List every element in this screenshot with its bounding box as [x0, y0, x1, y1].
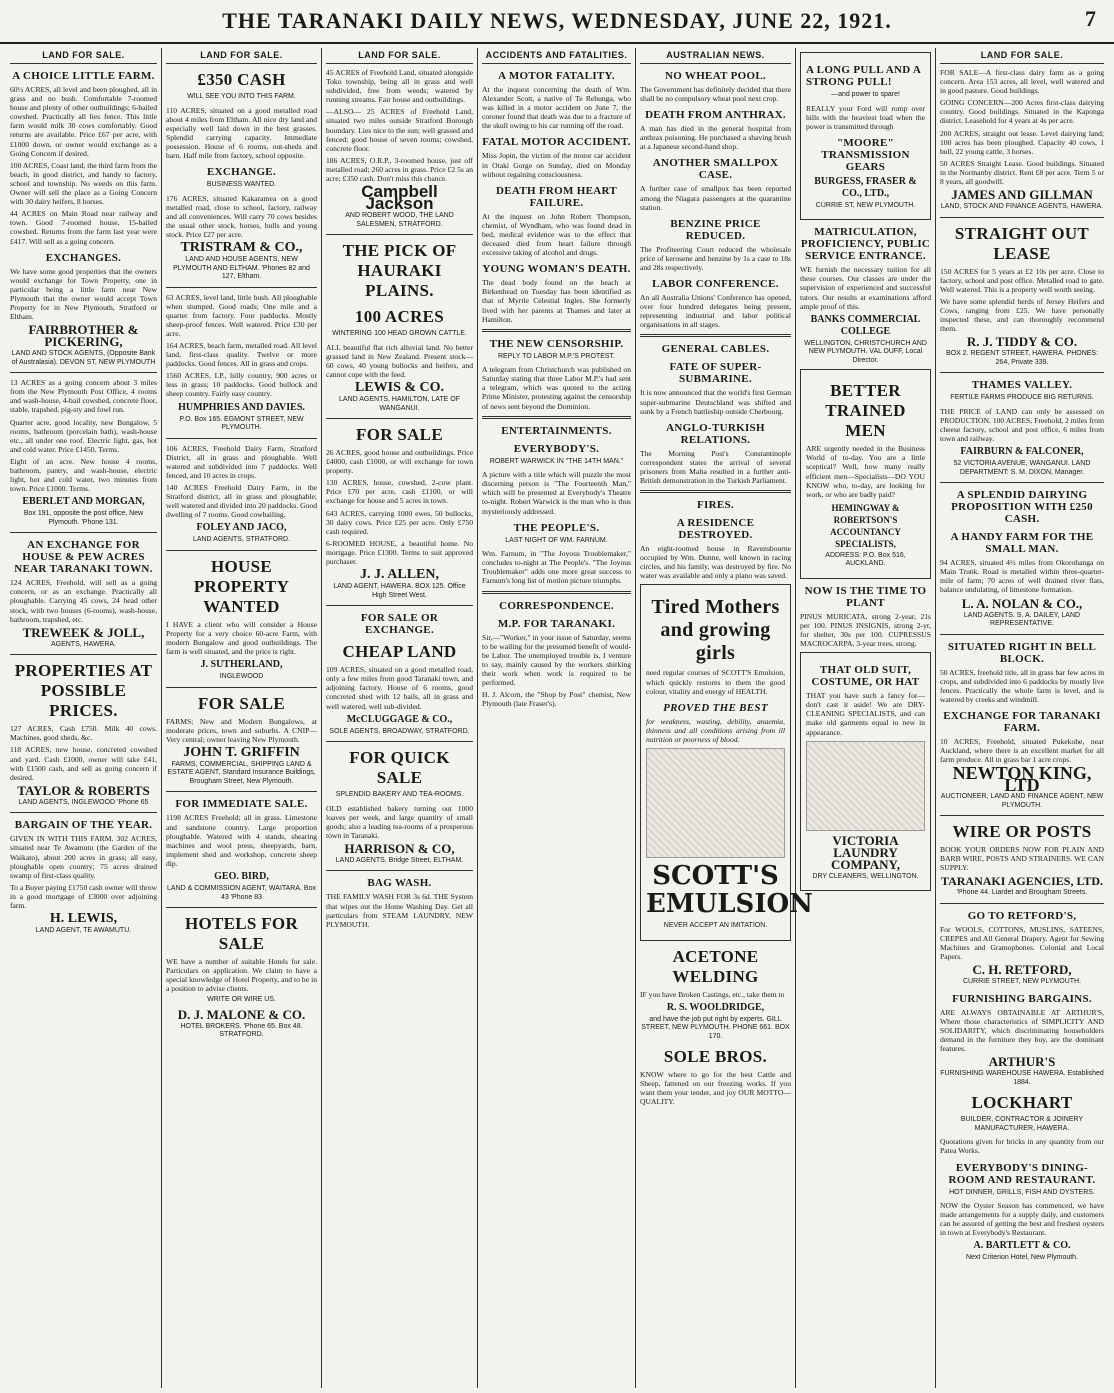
divider [166, 791, 317, 792]
ad-heading: FOR QUICK SALE [349, 748, 450, 788]
ad-text: 44 ACRES on Main Road near railway and town. Good 7-roomed house, 15-bailed cowshed. Returns from the farm last year were £417. Will sell as a going concern. [10, 209, 157, 246]
agent-name: A. BARTLETT & CO. [973, 1240, 1071, 1252]
divider [326, 870, 473, 871]
ad-text: Quotations given for bricks in any quantity from our Patea Works. [940, 1137, 1104, 1156]
agent-address: CURRIE STREET, NEW PLYMOUTH. [962, 978, 1082, 986]
news-heading: FIRES. [697, 499, 734, 512]
ad-heading: FOR SALE [356, 425, 443, 444]
ad-heading: BETTER TRAINED MEN [825, 381, 906, 441]
ad-heading: A LONG PULL AND A STRONG PULL! [806, 64, 921, 88]
scotts-emulsion-ad [640, 584, 813, 940]
ad-text: 109 ACRES, situated on a good metalled road, only a few miles from good Taranaki town, and adjoining factory. House of 6 rooms, good concreted shed with 12 bails, all in grass and well watered, well sub-divided. [326, 665, 473, 711]
news-text: At the inquest on John Robert Thompson, chemist, of Wyndham, who was found dead in bed, medical evidence was to the effect that deceased died from heart failure through excessive taking of alcohol and drugs. [482, 211, 631, 258]
ad-text: ARE urgently needed in the Business World of to-day. You are a little sceptical? Well, how many really efficient men—Specialists—DO YOU KNOW who, to-day, are looking for work, or who are badly paid? [806, 444, 925, 499]
ad-text: REALLY your Ford will romp over hills with the heaviest load when the power is transmitted through [806, 103, 925, 131]
ad-subheading: BUSINESS WANTED. [206, 181, 277, 189]
agent-name: L. A. NOLAN & CO., [961, 595, 1083, 611]
agent-name: TREWEEK & JOLL, [22, 624, 145, 640]
ad-text: 118 ACRES, new house, concreted cowshed and yard. Cash £1000, owner will take £41, with £1500 cash, and sell as going concern if desired. [10, 745, 157, 782]
agent-name: FAIRBROTHER & PICKERING, [28, 322, 139, 350]
ad-heading: EXCHANGE. [206, 166, 276, 179]
ad-heading: ACETONE WELDING [672, 946, 759, 986]
agent-address: AUCTIONEER, LAND AND FINANCE AGENT, NEW PLYMOUTH. [940, 793, 1104, 809]
accountancy-ad [800, 369, 931, 579]
ad-heading: EVERYBODY'S DINING-ROOM AND RESTAURANT. [948, 1161, 1096, 1186]
ad-text: 26 ACRES, good house and outbuildings. Price £4000, cash £1000, or will exchange for town property. [326, 448, 473, 476]
divider [10, 372, 157, 373]
news-heading: GENERAL CABLES. [661, 343, 770, 356]
news-text: The Morning Post's Constantinople correspondent states the arrival of several prisoners from Malta resulted in a further anti-British demonstration in the Turkish Parliament. [640, 448, 791, 485]
divider [326, 741, 473, 742]
agent-name: HEMINGWAY & ROBERTSON'S ACCOUNTANCY SPECIALISTS, [830, 502, 901, 549]
divider [940, 482, 1104, 483]
agent-address: WELLINGTON, CHRISTCHURCH AND NEW PLYMOUTH. VAL DUFF, Local Director. [804, 339, 927, 364]
ad-text: NOW the Oyster Season has commenced, we have made arrangements for a supply daily, and customers can be assured of getting the best and freshest oysters in town at Everybody's Restaurant. [940, 1201, 1104, 1238]
ad-text: ALL beautiful flat rich alluvial land. No better grassed land in New Zealand. Present stock—60 cows, 40 young bullocks and heifers, and cannot cope with the feed. [326, 342, 473, 379]
agent-address: LAND AND STOCK AGENTS, (Opposite Bank of Australasia). DEVON ST, NEW PLYMOUTH [11, 350, 156, 366]
ad-heading: BAG WASH. [367, 877, 432, 890]
masthead [0, 0, 1114, 44]
agent-name: HUMPHRIES AND DAVIES. [178, 401, 305, 413]
ad-text: We have some splendid herds of Jersey Heifers and Cows, ranging from £25. We have personally inspected these, and can thoroughly recommend them. [940, 296, 1104, 334]
divider [940, 634, 1104, 635]
divider [940, 903, 1104, 904]
agent-address: DRY CLEANERS, WELLINGTON. [812, 872, 919, 880]
column-header: ACCIDENTS AND FATALITIES. [482, 48, 631, 64]
ad-subheading: —and power to spare! [831, 91, 900, 98]
agent-name: ARTHUR'S [988, 1054, 1056, 1070]
agent-name: EBERLET AND MORGAN, [22, 496, 145, 508]
news-subheading: REPLY TO LABOR M.P.'S PROTEST. [497, 352, 615, 360]
ad-heading: HOTELS FOR SALE [184, 914, 299, 954]
divider [326, 605, 473, 606]
ad-text: THAT you have such a fancy for—don't cast it aside! We are DRY-CLEANING SPECIALISTS, and can make old garments equal to new in appearance. [806, 691, 925, 737]
ad-text: 50 ACRES Straight Lease. Good buildings. Situated in the Normanby district. Rent £8 per acre. Term 5 or 8 years, all goodwill. [940, 158, 1104, 187]
ad-heading: FOR SALE [198, 693, 285, 713]
ad-text: 63 ACRES, level land, little bush. All ploughable when stumped. Good roads; One mile and a quarter from factory. Four paddocks. Mostly sheep-proof fences. Well watered. Price £30 per acre. [166, 292, 317, 338]
agent-name: TRISTRAM & CO., [180, 240, 303, 256]
ad-heading: PROVED THE BEST [663, 701, 768, 714]
ad-text: 13 ACRES as a going concern about 3 miles from the New Plymouth Post Office, 4 rooms and wash-house, 4-bail cowshed, concrete floor, stable, trapshed, pig-sty and fowl run. [10, 378, 157, 415]
ad-heading: FURNISHING BARGAINS. [952, 992, 1092, 1005]
ad-text: 176 ACRES, situated Kakaramea on a good metalled road, close to school, factory, railway and all conveniences. Will carry 70 cows besides the usual other stock, horses, bulls and young stock. Price £27 per acre. [166, 193, 317, 239]
agent-name: FAIRBURN & FALCONER, [960, 446, 1084, 458]
agent-name: H. LEWIS, [49, 911, 118, 927]
divider [482, 329, 631, 332]
divider [166, 907, 317, 908]
ad-text: 1560 ACRES, LP., hilly country, 900 acres or less in grass; 10 paddocks. Good bullock and sheep country. Fairly easy country. [166, 371, 317, 399]
agent-address: BOX 2. REGENT STREET, HAWERA. PHONES: 264, Private 339. [945, 350, 1099, 366]
divider [166, 550, 317, 551]
ad-heading: EXCHANGE FOR TARANAKI FARM. [943, 709, 1101, 734]
news-text: An all Australia Unions' Conference has opened, over four hundred delegates being present, representing industrial and labor political organisations in all stages. [640, 293, 791, 330]
news-heading: ANGLO-TURKISH RELATIONS. [666, 421, 765, 446]
news-heading: ENTERTAINMENTS. [501, 424, 612, 437]
agent-name: BURGESS, FRASER & CO., LTD., [814, 175, 917, 199]
agent-address: P.O. Box 165. EGMONT STREET, NEW PLYMOUTH. [179, 415, 304, 432]
ad-text: 1198 ACRES Freehold; all in grass. Limestone and sandstone country. Large proportion ploughable. Watered with 4 stands, shearing machines and wool press, sheepyards, barn, implement shed and workshop, concrete sheep dip. [166, 813, 317, 868]
column-header: LAND FOR SALE. [326, 48, 473, 64]
agent-address: Box 191, opposite the post office, New Plymouth. 'Phone 131. [23, 510, 144, 526]
news-heading: NO WHEAT POOL. [664, 70, 767, 82]
ad-heading: FOR SALE OR EXCHANGE. [360, 612, 439, 637]
ad-text: To a Buyer paying £1750 cash owner will throw in a good mortgage of £3000 over adjoining farm. [10, 882, 157, 910]
agent-address: AND ROBERT WOOD, THE LAND SALESMEN, STRATFORD. [345, 212, 454, 228]
ad-subheading: NEVER ACCEPT AN IMITATION. [663, 922, 768, 929]
ad-text: for weakness, wasting, debility, anaemia, thinness and all conditions arising from ill nutrition or poorness of blood. [646, 716, 785, 744]
news-heading: DEATH FROM ANTHRAX. [645, 109, 786, 122]
divider [10, 532, 157, 533]
agent-name: TAYLOR & ROBERTS [17, 782, 150, 798]
agent-name: R. S. WOOLDRIDGE, [666, 1001, 765, 1013]
news-heading: M.P. FOR TARANAKI. [497, 617, 616, 630]
ad-heading: NOW IS THE TIME TO PLANT [804, 584, 927, 609]
column-header: AUSTRALIAN NEWS. [640, 48, 791, 64]
news-heading: BENZINE PRICE REDUCED. [670, 217, 761, 242]
agent-address: 'Phone 44. Liardet and Brougham Streets. [956, 889, 1088, 897]
news-heading: DEATH FROM HEART FAILURE. [496, 184, 617, 209]
ad-heading: £350 CASH [197, 70, 286, 89]
agent-address: and have the job put right by experts. GILL STREET, NEW PLYMOUTH. PHONE 661. BOX 170. [641, 1015, 790, 1040]
news-text: The Government has definitely decided that there shall be no compulsory wheat pool next crop. [640, 85, 791, 104]
news-heading: THE PEOPLE'S. [513, 521, 600, 534]
agent-name: FOLEY AND JACO, [196, 522, 287, 534]
agent-name: J. SUTHERLAND, [200, 659, 283, 671]
ad-text: BOOK YOUR ORDERS NOW FOR PLAIN AND BARB WIRE, POSTS AND STRAINERS. WE CAN SUPPLY. [940, 845, 1104, 873]
news-heading: THE NEW CENSORSHIP. [489, 337, 624, 350]
newspaper-title: THE TARANAKI DAILY NEWS, WEDNESDAY, JUNE 22, 1921. [222, 8, 892, 33]
column-header: LAND FOR SALE. [940, 48, 1104, 64]
divider [166, 438, 317, 439]
agent-address: 52 VICTORIA AVENUE, WANGANUI. LAND DEPARTMENT: S. M. DIXON, Manager. [953, 460, 1091, 476]
ad-text: KNOW where to go for the best Cattle and Sheep, fattened on our freezing works. If you want them your tender, and joy OUR MOTTO—QUALITY. [640, 1070, 791, 1107]
column-6 [796, 48, 936, 1388]
news-heading: EVERYBODY'S. [513, 442, 600, 455]
news-text: The dead body found on the beach at Birkenhead on Tuesday has been identified as that of Myrtle Celestial Ingles. She formerly lived with her parents at Thames and later at Hamilton. [482, 278, 631, 324]
news-heading: FATE OF SUPER-SUBMARINE. [669, 361, 762, 386]
laundry-ad [800, 652, 931, 891]
ad-text: 6-ROOMED HOUSE, a beautiful home. No mortgage. Price £1300. Terms to suit approved purchaser. [326, 538, 473, 567]
divider [640, 334, 791, 337]
ad-text: 50 ACRES, freehold title, all in grass bar few acres in crops, and subdivided into 6 paddocks by mostly live fences. Practically the whole farm is level, and is watered by creeks and windmill. [940, 667, 1104, 704]
agent-address: LAND AGENTS. S. A. DAILEY, LAND REPRESENTATIVE. [963, 611, 1081, 628]
agent-address: ADDRESS: P.O. Box 516, AUCKLAND. [825, 551, 906, 568]
ad-text: —ALSO— 25 ACRES of Freehold Land, situated two miles outside Stratford Borough boundary. Lies nice to the sun; well grassed and fenced; good house of seven rooms; cowshed, concrete floor. [326, 107, 473, 153]
ad-heading: THAT OLD SUIT, COSTUME, OR HAT [811, 664, 920, 689]
ad-heading: SITUATED RIGHT IN BELL BLOCK. [947, 640, 1097, 665]
agent-name: NEWTON KING, LTD [952, 763, 1092, 796]
ad-heading: CHEAP LAND [342, 642, 457, 662]
agent-address: LAND & COMMISSION AGENT, WAITARA. Box 43 'Phone 83 [167, 885, 316, 901]
news-text: An eight-roomed house in Ravensbourne occupied by Wm. Dunne, well known in racing circles, and his family, was destroyed by fire. No water was available and only a piano was saved. [640, 544, 791, 581]
ad-text: 106 ACRES, Freehold Dairy Farm, Stratford District, all in grass and ploughable. Well watered and subdivided into 7 paddocks. Well fenced, and 10 acres in crops. [166, 443, 317, 480]
ad-heading: FOR IMMEDIATE SALE. [175, 798, 308, 811]
divider [482, 591, 631, 594]
news-heading: LABOR CONFERENCE. [652, 278, 779, 291]
ad-heading: LOCKHART [971, 1093, 1073, 1113]
ad-text: Quarter acre, good locality, new Bungalow, 5 rooms, bathroom (porcelain bath), wash-house etc., all under one roof. Electric light, gas, hot and cold water. Price £1450. Terms. [10, 417, 157, 454]
ad-text: GIVEN IN WITH THIS FARM. 302 ACRES, situated near Te Awamutu (the Garden of the Waikato), about 200 acres in grass; all easy, ploughable open country; 75 acres drained swamp of first-class quality. [10, 834, 157, 880]
news-text: A man has died in the general hospital from anthrax poisoning. He purchased a shaving brush at a Japanese second-hand shop. [640, 124, 791, 152]
divider [10, 654, 157, 655]
agent-name: C. H. RETFORD, [972, 962, 1072, 978]
ad-text: 100 ACRES, Coast land, the third farm from the beach, in good district, and handy to factory, school and township. No weeds on this farm. Owner will sell the place as a Going Concern with 30 dairy heifers, 8 horses. [10, 160, 157, 207]
agent-address: LAND, STOCK AND FINANCE AGENTS, HAWERA. [940, 203, 1104, 211]
divider [326, 418, 473, 419]
ad-heading: A HANDY FARM FOR THE SMALL MAN. [950, 531, 1094, 556]
divider [940, 372, 1104, 373]
ad-heading: "MOORE" TRANSMISSION GEARS [821, 136, 910, 173]
agent-name: LEWIS & CO. [354, 380, 445, 395]
news-subheading: LAST NIGHT OF WM. FARNUM. [505, 536, 608, 544]
ad-subheading: BUILDER, CONTRACTOR & JOINERY MANUFACTURER, HAWERA. [960, 1116, 1084, 1132]
agent-address: INGLEWOOD [219, 673, 264, 681]
agent-name: JOHN T. GRIFFIN [183, 744, 300, 760]
ad-text: 164 ACRES, beach farm, metalled road. All level land, first-class quality. Twelve or more paddocks. Good fences. All in grass and crops. [166, 341, 317, 369]
divider [940, 815, 1104, 816]
agent-address: LAND AND HOUSE AGENTS, NEW PLYMOUTH AND ELTHAM. 'Phones 82 and 127, Eltham. [173, 256, 310, 281]
column-1 [6, 48, 162, 1388]
ad-heading: PROPERTIES AT POSSIBLE PRICES. [14, 661, 153, 721]
ad-text: 60½ ACRES, all level and been ploughed, all in grass and no bush. Comfortable 7-roomed house and plenty of other outbuildings; 6-bailed cowshed. Practically all lies fence. This little farm would milk 30 cows comfortably. Good returns are available. Price £67 per acre, with £1000 down, or owner would exchange as a Going Concern if desired. [10, 85, 157, 158]
ad-heading: THE PICK OF HAURAKI PLAINS. [342, 241, 457, 301]
column-header: LAND FOR SALE. [166, 48, 317, 64]
agent-address: Next Criterion Hotel, New Plymouth. [965, 1254, 1079, 1262]
news-text: A picture with a title which will puzzle the most discerning person is "The Fourteenth Man," which will be presented at Everybody's Theatre to-night. Robert Warwick is the man who is thus mysteriously addressed. [482, 470, 631, 516]
agent-address: CURRIE ST, NEW PLYMOUTH. [815, 201, 916, 209]
agent-address: FURNISHING WAREHOUSE HAWERA. Established 1884. [940, 1070, 1104, 1086]
news-text: Wm. Farnum, in "The Joyous Troublemaker," concludes to-night at The People's. "The Joyous Troublemaker" adds one more great success to Farnum's long list of motion picture triumphs. [482, 549, 631, 586]
divider [940, 217, 1104, 218]
ad-text: THE FAMILY WASH FOR 3s 6d. THE System that wipes out the Home Washing Day. Get all particulars from STEAM LAUNDRY, NEW PLYMOUTH. [326, 892, 473, 929]
news-text: At the inquest concerning the death of Wm. Alexander Scott, a native of Te Rehunga, who was killed in a motor accident on June 7, the coroner found that death was due to a fracture of the skull owing to his car running off the road. [482, 85, 631, 131]
agent-name: Campbell Jackson [361, 182, 438, 214]
agent-address: LAND AGENT, TE AWAMUTU. [35, 927, 132, 935]
news-heading: CORRESPONDENCE. [499, 599, 614, 612]
ad-heading: SOLE BROS. [663, 1047, 768, 1067]
ad-text: PINUS MURICATA, strong 2-year, 21s per 100. PINUS INSIGNIS, strong 2-yr, for shelter, 30s per 100. CUPRESSUS MACROCARPA, 3-year trees, strong. [800, 611, 931, 649]
ad-heading: A SPLENDID DAIRYING PROPOSITION WITH £250 CASH. [951, 489, 1093, 526]
ad-text: I HAVE a client who will consider a House Property for a very choice 60-acre Farm, with modern Bungalow and good outbuildings. The farm is well situated, and the price is right. [166, 619, 317, 657]
ad-heading: EXCHANGES. [45, 251, 122, 264]
ad-heading: MATRICULATION, PROFICIENCY, PUBLIC SERVICE ENTRANCE. [800, 226, 931, 263]
ad-text: 643 ACRES, carrying 1000 ewes, 50 bullocks, 30 dairy cows. Price £25 per acre. Only £750 cash required. [326, 508, 473, 536]
ad-text: OLD established bakery turning out 1000 loaves per week, and large quantity of small goods; also a leading tea-rooms of a prosperous town in Taranaki. [326, 803, 473, 840]
ad-text: WE furnish the necessary tuition for all these courses. Our classes are under the supervision of experienced and successful tutors. Our results at examinations afford ample proof of this. [800, 265, 931, 311]
agent-name: GEO. BIRD, [214, 871, 269, 883]
ad-subheading: SPLENDID BAKERY AND TEA-ROOMS. [335, 791, 464, 799]
mother-illustration [646, 748, 785, 858]
divider [482, 416, 631, 419]
ad-heading: THAMES VALLEY. [971, 379, 1073, 392]
ad-text: need regular courses of SCOTT'S Emulsion, which quickly restores to them the good colour, vitality and energy of HEALTH. [646, 668, 785, 696]
news-text: H. J. Alcorn, the "Shop by Post" chemist, New Plymouth (late Fraser's). [482, 690, 631, 709]
news-subheading: ROBERT WARWICK IN "THE 14TH MAN." [489, 457, 624, 465]
ad-text: We have some good properties that the owners would exchange for Town Property, one in particular being a little farm near New Plymouth that the owner would accept Town Property for in New Plymouth, Stratford or Eltham. [10, 266, 157, 322]
ad-text: 150 ACRES for 5 years at £2 10s per acre. Close to factory, school and post office. Metalled road to gate. Well watered. This is a property well worth seeing. [940, 266, 1104, 294]
column-3 [322, 48, 478, 1388]
agent-name: J. J. ALLEN, [360, 567, 439, 583]
divider [10, 812, 157, 813]
column-7 [936, 48, 1108, 1388]
agent-name: JAMES AND GILLMAN [951, 187, 1093, 203]
agent-name: D. J. MALONE & CO. [177, 1006, 306, 1022]
ad-text: Eight of an acre. New house 4 rooms, bathroom, pantry, and wash-house, electric light, hot and cold water, two minutes from town. Price £1000. Terms. [10, 456, 157, 494]
ad-heading: Tired Mothers and growing girls [651, 596, 780, 665]
ad-text: 94 ACRES, situated 4½ miles from Okorohanga on Main Trunk. Road is metalled within three-quarter-mile of farm; 70 acres of well drained river flats, balance undulating, of limestone formation. [940, 558, 1104, 595]
ad-text: WE have a number of suitable Hotels for sale. Particulars on application. We claim to have a special knowledge of Hotel Property, and to be in a position to advise clients. [166, 957, 317, 994]
column-4 [478, 48, 636, 1388]
ad-text: THE PRICE of LAND can only be assessed on PRODUCTION. 100 ACRES, Freehold, 2 miles from cheese factory, school and post office, 6 miles from town and railway. [940, 406, 1104, 444]
news-text: Miss Jopin, the victim of the motor car accident in Otaki Gorge on Sunday, died on Monday without regaining consciousness. [482, 151, 631, 179]
column-header: LAND FOR SALE. [10, 48, 157, 64]
divider [166, 287, 317, 288]
ad-brand: SCOTT'S EMULSION [646, 861, 813, 919]
column-5 [636, 48, 813, 1388]
divider [640, 490, 791, 493]
agent-name: TARANAKI AGENCIES, LTD. [940, 874, 1104, 889]
ad-text: GOING CONCERN—200 Acres first-class dairying country. Good buildings. Situated in the Kaponga district. Leasehold for 4 years at 4s per acre. [940, 98, 1104, 126]
agent-address: LAND AGENTS. Bridge Street, ELTHAM. [335, 856, 464, 864]
news-text: It is now announced that the world's first German super-submarine Deutschland was shifted and sunk by a French battleship outside Cherbourg. [640, 388, 791, 416]
ad-text: FARMS; New and Modern Bungalows, at moderate prices, town and suburbs. A CNIP—Very central; owner leaving New Plymouth. [166, 716, 317, 744]
ad-text: IF you have Broken Castings, etc., take them to [640, 989, 785, 999]
agent-name: BANKS COMMERCIAL COLLEGE [810, 313, 921, 337]
ad-heading: HOUSE PROPERTY WANTED [193, 556, 290, 616]
news-heading: YOUNG WOMAN'S DEATH. [482, 263, 631, 276]
moore-gears-ad [800, 52, 931, 220]
ad-text: For WOOLS, COTTONS, MUSLINS, SATEENS, CREPES and All General Drapery. Agent for Sewing Machines and Gramophones. Colonial and Local Papers. [940, 924, 1104, 962]
agent-address: LAND AGENT, HAWERA. BOX 125. Office High Street West. [333, 583, 466, 599]
column-2 [162, 48, 322, 1388]
ad-subheading: WILL SEE YOU INTO THIS FARM. [187, 93, 296, 100]
ad-text: 130 ACRES, house, cowshed, 2-cow plant. Price £70 per acre, cash £1100, or will exchange for house and 5 acres in town. [326, 478, 473, 506]
ad-subheading: WINTERING 100 HEAD GROWN CATTLE. [332, 330, 467, 338]
ad-text: 45 ACRES of Freehold Land, situated alongside Toko township, being all in grass and well subdivided, free from weeds; watered by running streams. Fair house and outbuildings. [326, 68, 473, 105]
agent-name: HARRISON & CO, [344, 840, 455, 856]
agent-address: AGENTS, HAWERA. [50, 640, 117, 648]
agent-name: VICTORIA LAUNDRY COMPANY, [831, 832, 900, 872]
news-heading: A MOTOR FATALITY. [498, 70, 615, 82]
ad-heading: AN EXCHANGE FOR HOUSE & PEW ACRES NEAR TARANAKI TOWN. [14, 539, 153, 576]
agent-address: FARMS, COMMERCIAL, SHIPPING LAND & ESTATE AGENT, Standard Insurance Buildings, Brougham Street, New Plymouth. [167, 760, 316, 785]
ad-heading: 100 ACRES [354, 307, 445, 327]
agent-address: SOLE AGENTS, BROADWAY, STRATFORD. [329, 727, 470, 735]
ad-text: FOR SALE—A first-class dairy farm as a going concern. Area 153 acres, all level, well watered and in good pasture. Good buildings. [940, 68, 1104, 96]
agent-name: R. J. TIDDY & CO. [966, 334, 1078, 350]
ad-subheading: WRITE OR WIRE US. [207, 996, 276, 1004]
ad-subheading: HOT DINNER, GRILLS, FISH AND OYSTERS. [949, 1188, 1095, 1196]
agent-address: LAND AGENTS, HAMILTON, LATE OF WANGANUI. [339, 396, 460, 412]
woman-illustration [806, 741, 925, 831]
columns [6, 48, 1108, 1388]
ad-text: 140 ACRES Freehold Dairy Farm, in the Stratford district, all in grass and ploughable; well watered and divided into 20 paddocks. Good dwelling of 7 rooms. Good cowbailing. [166, 482, 317, 520]
ad-text: 127 ACRES, Cash £750. Milk 40 cows. Machines, good sheds, &c. [10, 724, 157, 743]
ad-heading: WIRE OR POSTS [952, 822, 1092, 842]
divider [166, 687, 317, 688]
ad-text: 110 ACRES, situated on a good metalled road about 4 miles from Eltham. All nice dry land and especially well laid down in the best grasses. Splendid carrying capacity. Immediate possession. House of 6 rooms, out-sheds and barn. Half mile from factory, school opposite. [166, 105, 317, 160]
news-heading: ANOTHER SMALLPOX CASE. [652, 157, 779, 182]
ad-text: 186 ACRES, O.R.P., 3-roomed house, just off metalled road; 260 acres in grass. Price £2 5s an acre; £350 cash. Don't miss this chance. [326, 155, 473, 184]
agent-name: McCLUGGAGE & CO., [346, 713, 453, 725]
ad-text: 124 ACRES, Freehold, will sell as a going concern, or as an exchange. Practically all ploughable. Carrying 45 cows, 24 head other stock, with two houses (6-rooms), wash-house, bathroom, trapshed, etc. [10, 578, 157, 624]
news-text: A further case of smallpox has been reported among the Niagara passengers at the quarantine station. [640, 184, 791, 212]
ad-heading: GO TO RETFORD'S, [967, 909, 1077, 922]
ad-text: ARE ALWAYS OBTAINABLE AT ARTHUR'S, Where those characteristics of SIMPLICITY AND SOLIDARITY, which discriminating householders demand in the furniture they buy, are the dominant features. [940, 1007, 1104, 1054]
news-text: A telegram from Christchurch was published on Saturday stating that three Labor M.P.'s had sent a telegram, which was quoted to the acting Prime Minister, protesting against the censorship of news sent beyond the Dominion. [482, 365, 631, 411]
page-number: 7 [1085, 6, 1096, 31]
news-heading: FATAL MOTOR ACCIDENT. [482, 136, 631, 149]
news-heading: A RESIDENCE DESTROYED. [676, 517, 755, 542]
ad-heading: STRAIGHT OUT LEASE [954, 223, 1090, 263]
ad-text: 10 ACRES, Freehold, situated Pukekohe, near Auckland, where there is an excellent market for all farm produce. All in grass bar 1 acre crops. [940, 736, 1104, 765]
news-text: Sir,—"Worker," in your issue of Saturday, seems to be wailing for the presumed benefit of would-be Labor. The unemployed trouble is, I venture to say, mainly caused by the workers shirking their work when work is required to be performed. [482, 632, 631, 687]
agent-address: HOTEL BROKERS. 'Phone 65. Box 48. STRATFORD. [180, 1022, 303, 1039]
ad-subheading: FERTILE FARMS PRODUCE BIG RETURNS. [950, 394, 1094, 402]
ad-heading: A CHOICE LITTLE FARM. [12, 70, 155, 82]
divider [326, 234, 473, 235]
news-text: The Profiteering Court reduced the wholesale price of kerosene and benzine by 1s a case to 18s and 28s respectively. [640, 244, 791, 272]
ad-heading: BARGAIN OF THE YEAR. [14, 819, 153, 832]
ad-text: 200 ACRES, straight out lease. Level dairying land; 100 acres has been ploughed. Capacity 40 cows, 1 bull, 22 young cattle, 3 horses. [940, 128, 1104, 156]
agent-address: LAND AGENTS, INGLEWOOD 'Phone 65 [18, 798, 149, 806]
agent-address: LAND AGENTS, STRATFORD. [192, 536, 291, 544]
